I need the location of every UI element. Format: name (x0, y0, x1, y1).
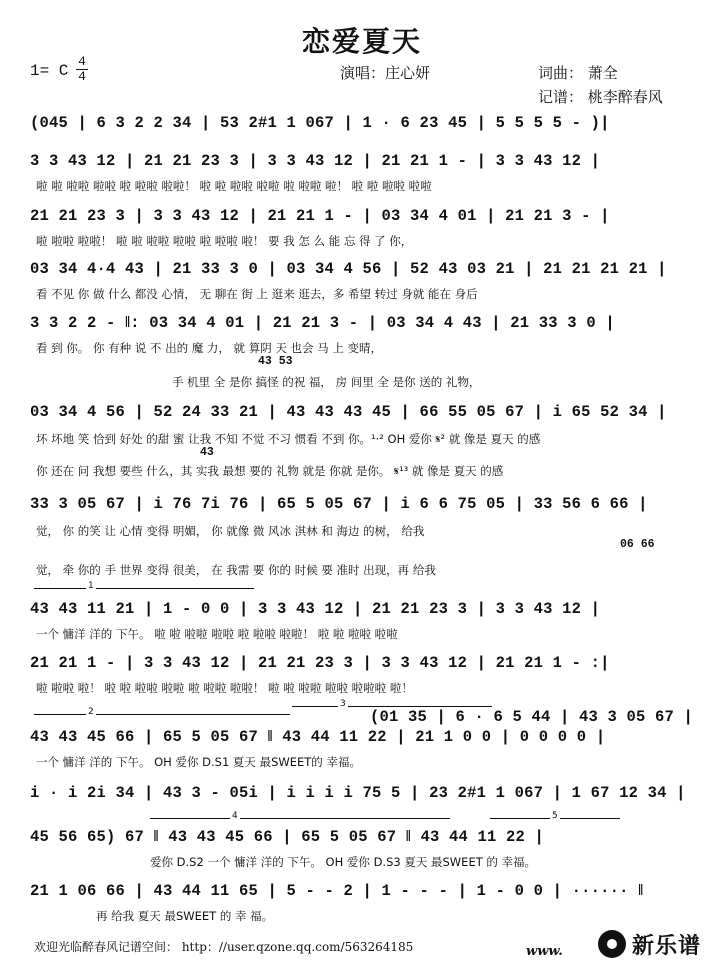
score-row (30, 152, 694, 176)
transcriber-credit: 记谱： 桃李醉春风 (538, 88, 663, 106)
alt-notes: 43 53 (258, 355, 293, 368)
time-signature (76, 56, 88, 83)
score-row (30, 403, 694, 427)
score-row (30, 114, 694, 138)
song-title: 恋爱夏天 (301, 25, 422, 58)
score-row (30, 600, 694, 624)
notation-line: 03 34 4 56 | 52 24 33 21 | 43 43 43 45 | 66 55 05 67 | i 65 52 34 | (30, 403, 667, 421)
notation-line: 43 43 45 66 | 65 5 05 67 ‖ 43 44 11 22 | 21 1 0 0 | 0 0 0 0 | (30, 728, 606, 746)
site-logo (598, 928, 701, 960)
singer-credit: 演唱：庄心妍 (340, 64, 431, 82)
record-disc-icon (598, 930, 626, 958)
volta-5-bracket: 5 (490, 818, 620, 819)
score-row (30, 495, 694, 519)
footer-link-text: 欢迎光临醉春风记谱空间： http：//user.qzone.qq.com/563264185 (34, 940, 414, 954)
lyric-line: 再 给我 夏天 最SWEET 的 幸 福。 (96, 909, 274, 923)
lyric-line: 觉， 你 的笑 让 心情 变得 明媚， 你 就像 微 风冰 淇林 和 海边 的树， 给我 (36, 524, 425, 538)
lyric-line: 坏 坏地 笑 恰到 好处 的甜 蜜 让我 不知 不觉 不习 惯看 不到 你。¹·² OH 爱你 𝄋² 就 像是 夏天 的感 (36, 432, 541, 446)
volta-4-bracket: 4 (150, 818, 450, 819)
volta-1-bracket: 1 (34, 588, 254, 589)
lyric-line: 啦 啦啦 啦啦！ 啦 啦 啦啦 啦啦 啦 啦啦 啦！ 要 我 怎 么 能 忘 得 了 你， (36, 234, 413, 248)
volta-2-bracket: 2 (34, 714, 290, 715)
notation-line: 33 3 05 67 | i 76 7i 76 | 65 5 05 67 | i 6 6 75 05 | 33 56 6 66 | (30, 495, 648, 513)
logo-text: 新乐谱 (632, 933, 702, 959)
site-signature: www. (526, 944, 563, 959)
notation-line: 21 21 23 3 | 3 3 43 12 | 21 21 1 - | 03 34 4 01 | 21 21 3 - | (30, 207, 610, 225)
notation-line: 21 1 06 66 | 43 44 11 65 | 5 - - 2 | 1 - - - | 1 - 0 0 | ······ ‖ (30, 882, 644, 900)
score-row (30, 784, 694, 808)
lyric-line: 啦 啦啦 啦！ 啦 啦 啦啦 啦啦 啦 啦啦 啦啦！ 啦 啦 啦啦 啦啦 啦啦啦 啦！ (36, 681, 413, 695)
lyric-line-alt: 你 还在 问 我想 要些 什么，其 实我 最想 要的 礼物 就是 你就 是你。 𝄋¹³ 就 像是 夏天 的感 (36, 464, 504, 478)
key-signature: 1= C (30, 62, 69, 80)
score-row (30, 828, 694, 852)
score-row (30, 654, 694, 678)
notation-line: 03 34 4·4 43 | 21 33 3 0 | 03 34 4 56 | 52 43 03 21 | 21 21 21 21 | (30, 260, 667, 278)
notation-line: i · i 2i 34 | 43 3 - 05i | i i i i 75 5 | 23 2#1 1 067 | 1 67 12 34 | (30, 784, 686, 802)
volta-3-bracket: 3 (292, 706, 492, 707)
notation-line: 3 3 43 12 | 21 21 23 3 | 3 3 43 12 | 21 21 1 - | 3 3 43 12 | (30, 152, 601, 170)
meter-bottom: 4 (78, 69, 86, 84)
lyric-line: 一个 慵洋 洋的 下午。 OH 爱你 D.S1 夏天 最SWEET的 幸福。 (36, 755, 361, 769)
lyric-line-alt: 觉， 牵 你的 手 世界 变得 很美， 在 我需 要 你的 时候 要 准时 出现，再 给我 (36, 563, 436, 577)
score-row (30, 882, 694, 906)
lyric-line: 一个 慵洋 洋的 下午。 啦 啦 啦啦 啦啦 啦 啦啦 啦啦！ 啦 啦 啦啦 啦啦 (36, 627, 398, 641)
meter-top: 4 (78, 54, 86, 69)
notation-line: (045 | 6 3 2 2 34 | 53 2#1 1 067 | 1 · 6 23 45 | 5 5 5 5 - )| (30, 114, 610, 132)
notation-line: 3 3 2 2 - ‖: 03 34 4 01 | 21 21 3 - | 03 34 4 43 | 21 33 3 0 | (30, 314, 615, 332)
notation-line: 21 21 1 - | 3 3 43 12 | 21 21 23 3 | 3 3 43 12 | 21 21 1 - :| (30, 654, 610, 672)
score-row (30, 314, 694, 338)
score-row (30, 728, 694, 752)
score-row (30, 260, 694, 284)
lyric-line: 爱你 D.S2 一个 慵洋 洋的 下午。 OH 爱你 D.S3 夏天 最SWEET 的 幸福。 (150, 855, 537, 869)
alt-notes: 06 66 (620, 538, 655, 551)
score-row (30, 207, 694, 231)
composer-credit: 词曲： 萧全 (538, 64, 618, 82)
notation-line: 43 43 11 21 | 1 - 0 0 | 3 3 43 12 | 21 21 23 3 | 3 3 43 12 | (30, 600, 601, 618)
lyric-line: 看 不见 你 做 什么 都没 心情， 无 聊在 街 上 逛来 逛去，多 希望 转过 身就 能在 身后 (36, 287, 478, 301)
lyric-line-alt: 手 机里 全 是你 搞怪 的祝 福， 房 间里 全 是你 送的 礼物， (172, 375, 481, 389)
lyric-line: 看 到 你。 你 有种 说 不 出的 魔 力， 就 算阴 天 也会 马 上 变晴， (36, 341, 382, 355)
intro-notes-overlay: (01 35 | 6 · 6 5 44 | 43 3 05 67 | (370, 708, 694, 726)
alt-notes: 43 (200, 446, 214, 459)
lyric-line: 啦 啦 啦啦 啦啦 啦 啦啦 啦啦！ 啦 啦 啦啦 啦啦 啦 啦啦 啦！ 啦 啦 啦啦 啦啦 (36, 179, 432, 193)
notation-line: 45 56 65) 67 ‖ 43 43 45 66 | 65 5 05 67 ‖ 43 44 11 22 | (30, 828, 545, 846)
